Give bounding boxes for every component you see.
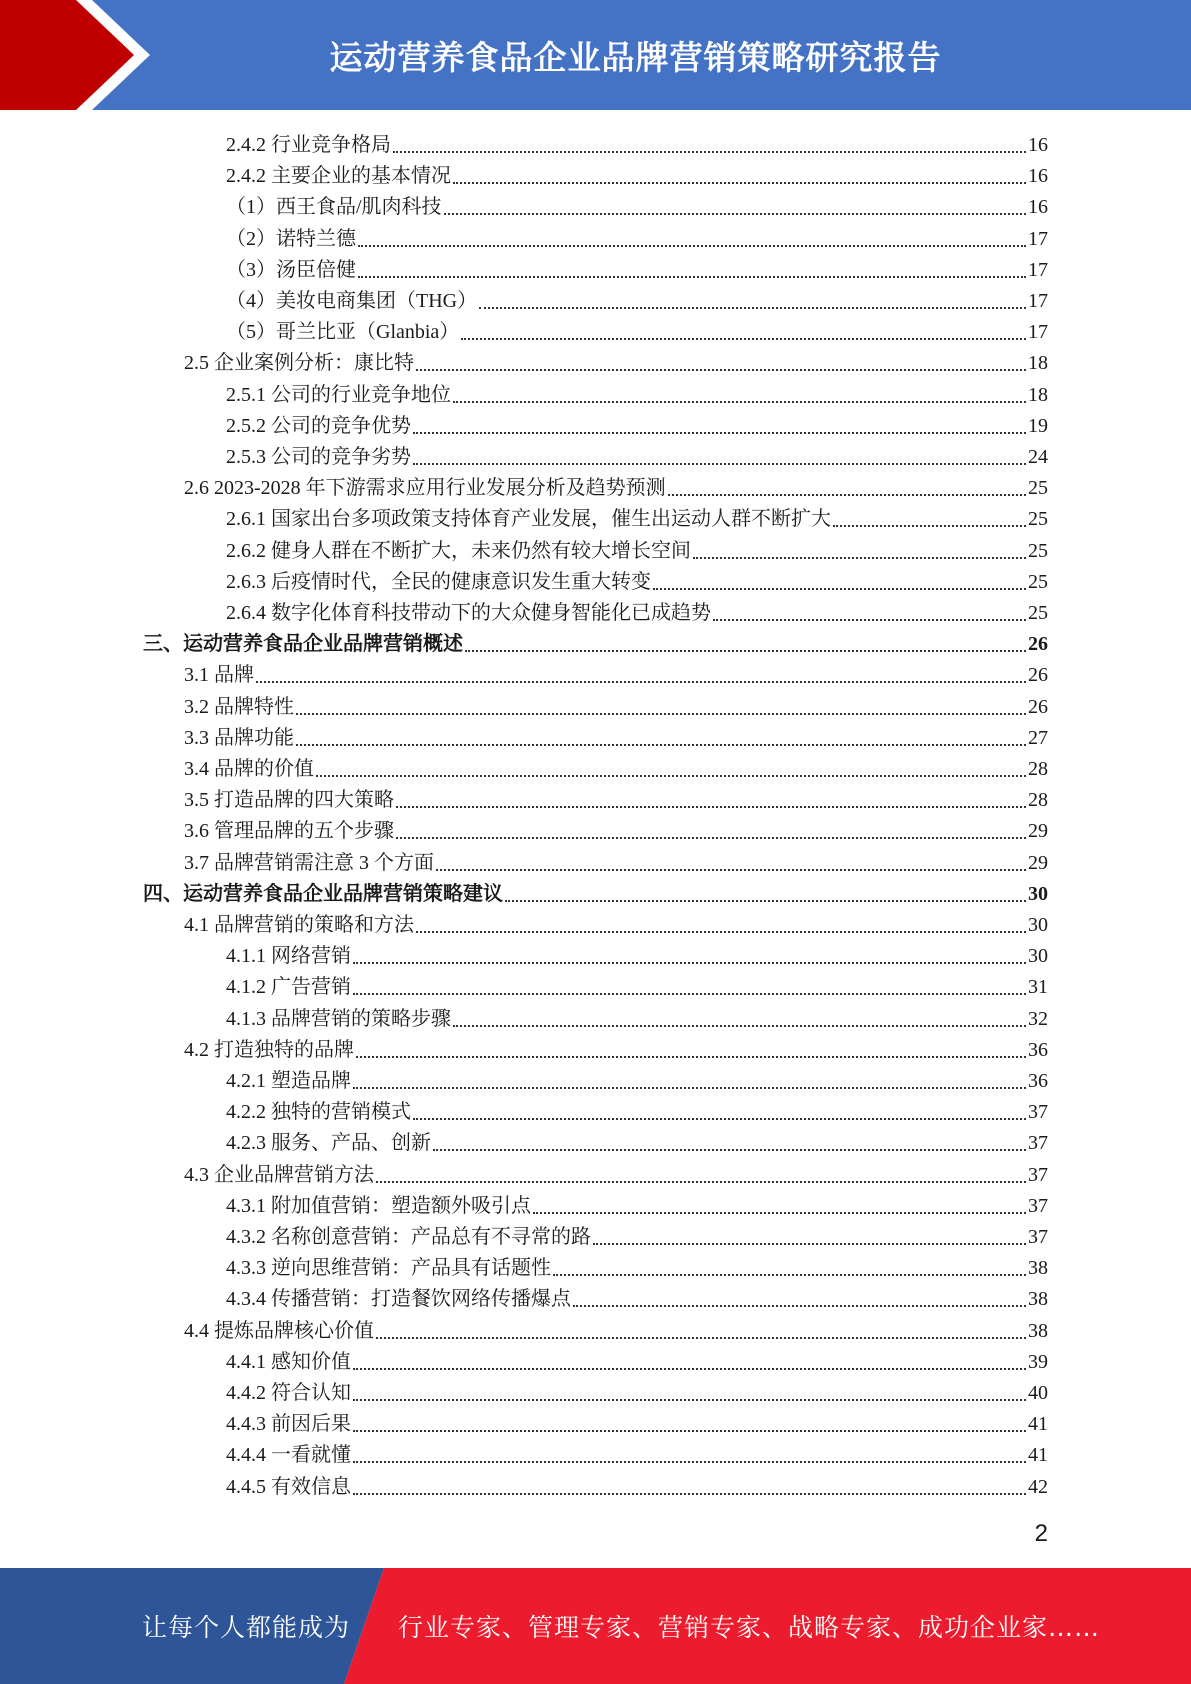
toc-dot-leader: [396, 806, 1026, 808]
toc-dot-leader: [461, 338, 1026, 340]
toc-entry-page: 27: [1028, 726, 1048, 749]
toc-entry[interactable]: [184, 782, 1048, 813]
toc-entry-label: 3.5 打造品牌的四大策略: [184, 789, 394, 812]
toc-entry-label: （3）汤臣倍健: [226, 258, 356, 281]
toc-entry-label: 4.3.3 逆向思维营销：产品具有话题性: [226, 1257, 551, 1280]
toc-dot-leader: [353, 993, 1026, 995]
toc-entry-page: 16: [1028, 165, 1048, 188]
toc-entry[interactable]: [226, 533, 1048, 564]
toc-dot-leader: [256, 681, 1026, 683]
toc-entry-page: 37: [1028, 1163, 1048, 1186]
toc-entry-label: 4.1.2 广告营销: [226, 976, 351, 999]
toc-entry[interactable]: [226, 314, 1048, 345]
toc-entry-page: 26: [1028, 695, 1048, 718]
toc-entry[interactable]: [226, 189, 1048, 220]
toc-dot-leader: [713, 619, 1026, 621]
toc-entry-label: （5）哥兰比亚（Glanbia）: [226, 321, 460, 344]
toc-entry-label: 2.6.1 国家出台多项政策支持体育产业发展，催生出运动人群不断扩大: [226, 508, 831, 531]
toc-entry[interactable]: [184, 845, 1048, 876]
toc-entry-page: 31: [1028, 976, 1048, 999]
toc-entry-page: 17: [1028, 227, 1048, 250]
toc-entry-label: 4.4.4 一看就懂: [226, 1444, 351, 1467]
toc-dot-leader: [573, 1305, 1026, 1307]
toc-entry-page: 40: [1028, 1382, 1048, 1404]
toc-entry-page: 25: [1028, 539, 1048, 562]
toc-entry-label: 4.3 企业品牌营销方法: [184, 1163, 374, 1186]
toc-entry[interactable]: [184, 813, 1048, 844]
toc-entry-label: 2.5.2 公司的竞争优势: [226, 414, 411, 437]
toc-entry-label: 2.6 2023-2028 年下游需求应用行业发展分析及趋势预测: [184, 477, 666, 500]
toc-dot-leader: [453, 401, 1026, 403]
toc-entry[interactable]: [226, 252, 1048, 283]
toc-entry-label: 4.1.3 品牌营销的策略步骤: [226, 1007, 451, 1030]
toc-entry-page: 18: [1028, 352, 1048, 375]
toc-entry-page: 17: [1028, 290, 1048, 312]
toc-entry-page: 25: [1028, 602, 1048, 624]
toc-dot-leader: [433, 1149, 1026, 1151]
toc-entry-page: 19: [1028, 414, 1048, 437]
toc-dot-leader: [353, 1461, 1026, 1463]
toc-entry-page: 29: [1028, 851, 1048, 874]
toc-entry-label: 4.2.3 服务、产品、创新: [226, 1132, 431, 1155]
toc-entry-label: 4.3.1 附加值营销：塑造额外吸引点: [226, 1194, 531, 1217]
toc-dot-leader: [393, 151, 1026, 153]
toc-entry-page: 26: [1028, 633, 1048, 656]
toc-entry[interactable]: [226, 564, 1048, 595]
toc-dot-leader: [479, 307, 1026, 309]
toc-entry-label: 3.6 管理品牌的五个步骤: [184, 820, 394, 843]
toc-entry-label: 4.1 品牌营销的策略和方法: [184, 914, 414, 936]
toc-dot-leader: [416, 931, 1026, 933]
toc-entry-page: 25: [1028, 570, 1048, 593]
toc-dot-leader: [376, 1181, 1026, 1183]
toc-entry-page: 17: [1028, 258, 1048, 281]
toc-entry-page: 38: [1028, 1257, 1048, 1280]
toc-entry-page: 37: [1028, 1194, 1048, 1217]
toc-entry[interactable]: [226, 1125, 1048, 1156]
toc-dot-leader: [353, 962, 1026, 964]
toc-entry-label: 4.4 提炼品牌核心价值: [184, 1319, 374, 1342]
toc-entry-page: 28: [1028, 789, 1048, 812]
toc-entry-label: 3.7 品牌营销需注意 3 个方面: [184, 851, 434, 874]
toc-dot-leader: [413, 432, 1026, 434]
toc-entry[interactable]: [226, 1094, 1048, 1125]
toc-dot-leader: [376, 1337, 1026, 1339]
toc-entry-page: 38: [1028, 1319, 1048, 1342]
toc-entry-page: 38: [1028, 1288, 1048, 1311]
toc-entry-label: 2.4.2 行业竞争格局: [226, 134, 391, 156]
toc-dot-leader: [553, 1274, 1026, 1276]
toc-dot-leader: [358, 276, 1026, 278]
toc-dot-leader: [413, 1118, 1026, 1120]
toc-entry[interactable]: [226, 1250, 1048, 1281]
toc-entry-page: 30: [1028, 914, 1048, 936]
toc-entry-page: 36: [1028, 1070, 1048, 1092]
toc-entry-page: 32: [1028, 1007, 1048, 1030]
toc-entry[interactable]: [226, 501, 1048, 532]
toc-entry-page: 41: [1028, 1413, 1048, 1436]
toc-entry[interactable]: [143, 876, 1048, 907]
toc-entry-label: 3.2 品牌特性: [184, 695, 294, 718]
toc-entry[interactable]: [184, 689, 1048, 720]
toc-dot-leader: [353, 1399, 1026, 1401]
toc-entry[interactable]: [184, 1032, 1048, 1063]
toc-entry[interactable]: [184, 345, 1048, 376]
toc-entry[interactable]: [226, 938, 1048, 969]
toc-entry-page: 37: [1028, 1101, 1048, 1124]
toc-entry[interactable]: [184, 1313, 1048, 1344]
toc-entry[interactable]: [226, 1344, 1048, 1375]
toc-dot-leader: [353, 1087, 1026, 1089]
toc-dot-leader: [316, 775, 1026, 777]
toc-entry-label: 3.4 品牌的价值: [184, 758, 314, 780]
toc-entry[interactable]: [184, 657, 1048, 688]
footer-slogan-right: 行业专家、管理专家、营销专家、战略专家、成功企业家……: [398, 1613, 1101, 1642]
toc-entry-page: 30: [1028, 945, 1048, 968]
toc-dot-leader: [416, 369, 1026, 371]
toc-entry-label: 2.5.3 公司的竞争劣势: [226, 446, 411, 468]
toc-dot-leader: [533, 1212, 1026, 1214]
toc-entry-label: 4.3.4 传播营销：打造餐饮网络传播爆点: [226, 1288, 571, 1311]
toc-entry[interactable]: [226, 1406, 1048, 1437]
toc-entry-page: 25: [1028, 477, 1048, 500]
toc-entry[interactable]: [226, 969, 1048, 1000]
toc-entry-label: 2.6.4 数字化体育科技带动下的大众健身智能化已成趋势: [226, 602, 711, 624]
toc-entry-page: 41: [1028, 1444, 1048, 1467]
toc-dot-leader: [668, 494, 1026, 496]
toc-entry-label: 2.6.3 后疫情时代，全民的健康意识发生重大转变: [226, 570, 651, 593]
toc-entry[interactable]: [226, 221, 1048, 252]
toc-entry-page: 18: [1028, 383, 1048, 406]
toc-dot-leader: [453, 1025, 1026, 1027]
toc-entry-page: 39: [1028, 1350, 1048, 1373]
toc-dot-leader: [353, 1430, 1026, 1432]
toc-entry[interactable]: [143, 626, 1048, 657]
toc-entry-page: 26: [1028, 664, 1048, 687]
toc-entry-page: 17: [1028, 321, 1048, 344]
toc-entry-label: 四、运动营养食品企业品牌营销策略建议: [143, 882, 503, 905]
toc-dot-leader: [358, 245, 1026, 247]
toc-entry[interactable]: [184, 720, 1048, 751]
toc-entry-page: 25: [1028, 508, 1048, 531]
toc-entry-page: 29: [1028, 820, 1048, 843]
toc-entry-page: 37: [1028, 1132, 1048, 1155]
toc-dot-leader: [353, 1493, 1026, 1495]
toc-entry-label: 4.4.3 前因后果: [226, 1413, 351, 1436]
toc-entry-label: 4.1.1 网络营销: [226, 945, 351, 968]
toc-dot-leader: [833, 525, 1026, 527]
toc-entry-page: 36: [1028, 1038, 1048, 1061]
toc-dot-leader: [593, 1243, 1026, 1245]
toc-entry[interactable]: [226, 1219, 1048, 1250]
toc-entry-label: 2.5.1 公司的行业竞争地位: [226, 383, 451, 406]
toc-entry-page: 28: [1028, 758, 1048, 780]
toc-entry[interactable]: [184, 751, 1048, 782]
toc-entry-page: 30: [1028, 882, 1048, 905]
page-number: 2: [1034, 1520, 1048, 1547]
toc-entry-page: 24: [1028, 446, 1048, 468]
toc-entry-page: 16: [1028, 134, 1048, 156]
toc-entry-label: 4.2.1 塑造品牌: [226, 1070, 351, 1092]
toc-entry[interactable]: [226, 283, 1048, 314]
toc-dot-leader: [436, 869, 1026, 871]
page-header: [0, 0, 1191, 110]
toc-entry-label: 4.4.5 有效信息: [226, 1475, 351, 1498]
toc-entry-label: 3.1 品牌: [184, 664, 254, 687]
toc-entry-page: 37: [1028, 1226, 1048, 1248]
toc-dot-leader: [296, 744, 1026, 746]
report-title: 运动营养食品企业品牌营销策略研究报告: [329, 37, 942, 77]
toc-entry[interactable]: [226, 595, 1048, 626]
toc-dot-leader: [356, 1056, 1026, 1058]
toc-entry[interactable]: [226, 439, 1048, 470]
toc-entry-label: （2）诺特兰德: [226, 227, 356, 250]
toc-entry[interactable]: [226, 1063, 1048, 1094]
toc-entry[interactable]: [226, 1469, 1048, 1500]
toc-entry-page: 16: [1028, 196, 1048, 219]
toc-entry-label: 2.6.2 健身人群在不断扩大，未来仍然有较大增长空间: [226, 539, 691, 562]
toc-dot-leader: [693, 557, 1026, 559]
toc-dot-leader: [353, 1368, 1026, 1370]
toc-dot-leader: [465, 650, 1026, 652]
toc-entry[interactable]: [184, 1157, 1048, 1188]
toc-dot-leader: [444, 213, 1026, 215]
toc-entry-label: 三、运动营养食品企业品牌营销概述: [143, 633, 463, 656]
toc-entry-label: 4.3.2 名称创意营销：产品总有不寻常的路: [226, 1226, 591, 1248]
toc-entry-label: 4.2 打造独特的品牌: [184, 1038, 354, 1061]
toc-dot-leader: [413, 463, 1026, 465]
toc-entry-label: 2.5 企业案例分析：康比特: [184, 352, 414, 375]
toc-dot-leader: [505, 900, 1026, 902]
toc-entry[interactable]: [226, 1375, 1048, 1406]
toc-entry-label: （1）西王食品/肌肉科技: [226, 196, 442, 219]
toc-entry-label: 4.4.2 符合认知: [226, 1382, 351, 1404]
toc-entry[interactable]: [226, 1437, 1048, 1468]
page-footer: [0, 1568, 1191, 1684]
toc-entry-label: 2.4.2 主要企业的基本情况: [226, 165, 451, 188]
toc-entry[interactable]: [226, 1001, 1048, 1032]
toc-entry[interactable]: [226, 127, 1048, 158]
toc-entry-label: 4.4.1 感知价值: [226, 1350, 351, 1373]
footer-slogan-left: 让每个人都能成为: [142, 1613, 351, 1642]
toc-dot-leader: [296, 713, 1026, 715]
toc-entry[interactable]: [226, 1188, 1048, 1219]
toc-entry[interactable]: [226, 158, 1048, 189]
toc-dot-leader: [653, 588, 1026, 590]
toc-entry-label: 4.2.2 独特的营销模式: [226, 1101, 411, 1124]
toc-entry-page: 42: [1028, 1475, 1048, 1498]
toc-entry[interactable]: [226, 377, 1048, 408]
toc-dot-leader: [396, 837, 1026, 839]
toc-entry[interactable]: [226, 408, 1048, 439]
toc-dot-leader: [453, 182, 1026, 184]
toc-entry[interactable]: [226, 1281, 1048, 1312]
toc-entry[interactable]: [184, 907, 1048, 938]
toc-entry-label: （4）美妆电商集团（THG）: [226, 290, 478, 312]
toc-entry-label: 3.3 品牌功能: [184, 726, 294, 749]
toc-entry[interactable]: [184, 470, 1048, 501]
